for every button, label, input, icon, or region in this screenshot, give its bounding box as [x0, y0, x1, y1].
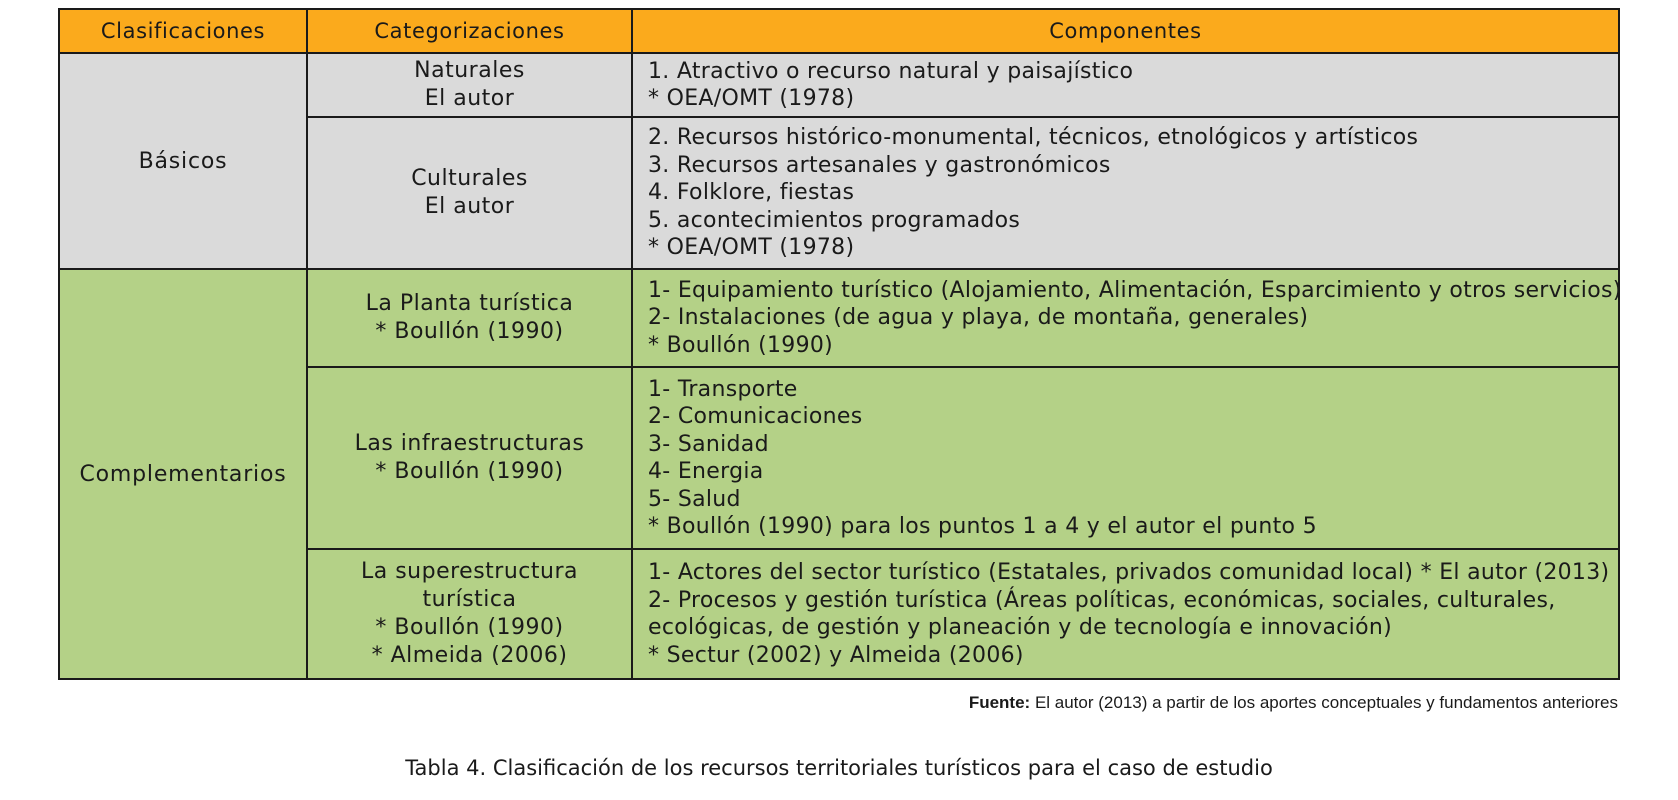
components-cell: [632, 549, 1619, 679]
component-line: 4. Folklore, fiestas: [648, 180, 855, 206]
table-caption: [0, 756, 1678, 780]
component-line: 1- Actores del sector turístico (Estatales, privados comunidad local) * El autor (2013): [648, 560, 1610, 585]
component-line: 1- Transporte: [648, 376, 798, 402]
header-categorizaciones: Categorizaciones: [307, 9, 632, 53]
component-line: 3. Recursos artesanales y gastronómicos: [648, 152, 1111, 178]
header-componentes: Componentes: [632, 9, 1619, 53]
category-line: turística: [422, 587, 517, 612]
resources-table: [58, 8, 1620, 680]
component-line: 1. Atractivo o recurso natural y paisajístico: [648, 58, 1134, 84]
category-line: El autor: [424, 194, 515, 219]
caption-text: Clasificación de los recursos territoriales turísticos para el caso de estudio: [492, 756, 1273, 780]
category-line: * Boullón (1990): [375, 319, 564, 344]
header-clasificaciones: Clasificaciones: [59, 9, 307, 53]
category-cell: [307, 117, 632, 269]
source-note: [969, 693, 1618, 713]
component-line: 2- Procesos y gestión turística (Áreas políticas, económicas, sociales, culturales, ecológicas, de gestión y planeación y de tecnología e innovación): [648, 587, 1556, 640]
category-line: Las infraestructuras: [354, 431, 585, 456]
category-line: Naturales: [414, 58, 525, 83]
component-line: 4- Energia: [648, 459, 764, 484]
component-line: * OEA/OMT (1978): [648, 235, 855, 261]
component-line: 1- Equipamiento turístico (Alojamiento, Alimentación, Esparcimiento y otros servicios): [648, 277, 1622, 303]
components-cell: [632, 117, 1619, 269]
table-row: [59, 53, 1619, 117]
component-line: 5. acontecimientos programados: [648, 207, 1021, 233]
category-line: El autor: [424, 86, 515, 111]
category-cell: [307, 549, 632, 679]
table-row: [59, 269, 1619, 367]
component-line: * Boullón (1990) para los puntos 1 a 4 y el autor el punto 5: [648, 514, 1317, 539]
components-cell: [632, 53, 1619, 117]
component-line: * Boullón (1990): [648, 332, 834, 358]
category-cell: [307, 367, 632, 549]
source-label: Fuente:: [968, 693, 1031, 712]
category-line: * Boullón (1990): [375, 459, 564, 484]
category-line: * Almeida (2006): [371, 643, 568, 668]
category-cell: [307, 53, 632, 117]
category-line: Culturales: [411, 166, 528, 191]
source-text: El autor (2013) a partir de los aportes conceptuales y fundamentos anteriores: [1034, 693, 1618, 712]
component-line: * Sectur (2002) y Almeida (2006): [648, 642, 1024, 668]
components-cell: [632, 367, 1619, 549]
component-line: 2- Comunicaciones: [648, 404, 863, 429]
components-cell: [632, 269, 1622, 367]
header-row: [59, 9, 1619, 53]
component-line: 3- Sanidad: [648, 431, 769, 457]
component-line: 2. Recursos histórico-monumental, técnicos, etnológicos y artísticos: [648, 125, 1419, 151]
caption-label: Tabla 4.: [405, 756, 487, 780]
classification-complementarios: Complementarios: [59, 269, 307, 679]
category-line: * Boullón (1990): [375, 615, 564, 640]
classification-basicos: Básicos: [59, 53, 307, 269]
component-line: * OEA/OMT (1978): [648, 86, 855, 111]
category-line: La superestructura: [360, 559, 578, 584]
component-line: 5- Salud: [648, 486, 741, 512]
component-line: 2- Instalaciones (de agua y playa, de montaña, generales): [648, 305, 1309, 331]
category-line: La Planta turística: [365, 291, 574, 316]
category-cell: [307, 269, 632, 367]
